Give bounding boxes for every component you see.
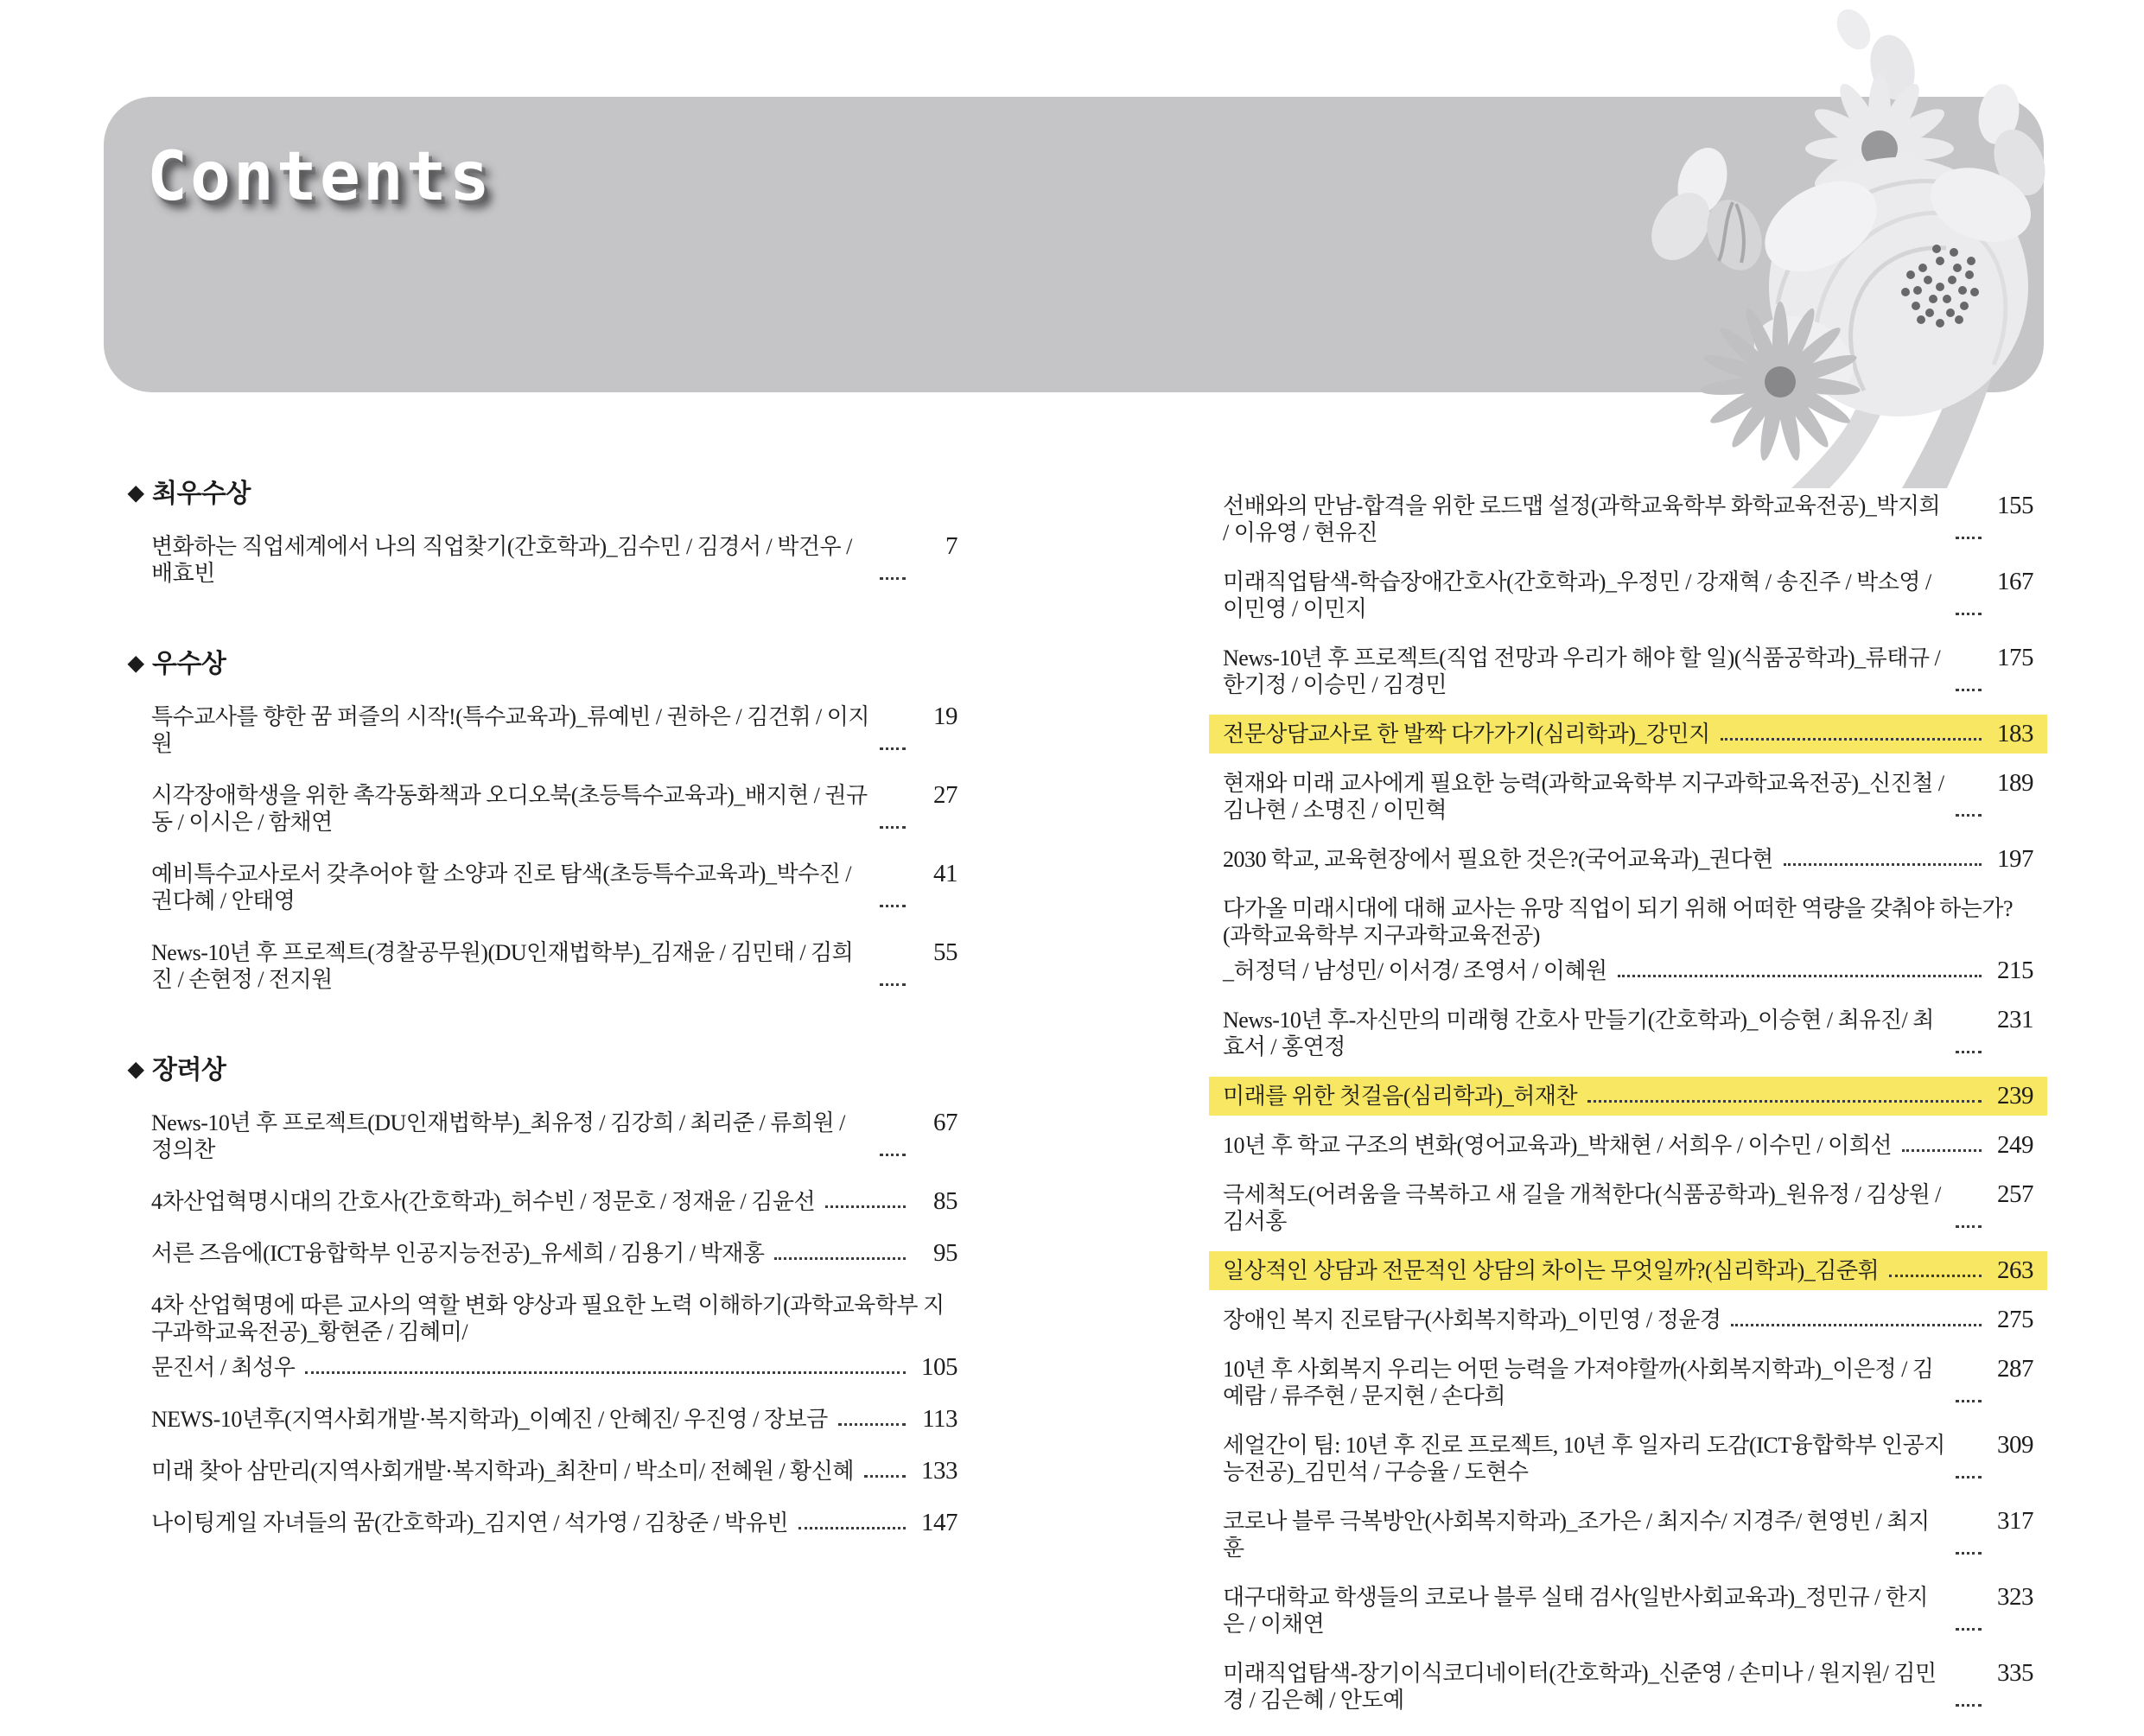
toc-left-column: [128, 480, 957, 1736]
toc-entry-line: [151, 1240, 957, 1267]
toc-entry-title: 미래를 위한 첫걸음(심리학과)_허재찬: [1223, 1084, 1578, 1109]
toc-entry-title: 특수교사를 향한 꿈 퍼즐의 시작!(특수교육과)_류예빈 / 권하은 / 김건휘 / 이지원: [151, 704, 870, 756]
page-number: 147: [921, 1509, 957, 1536]
toc-entry-line: [1223, 1083, 2033, 1110]
section-heading-label: 우수상: [151, 650, 226, 678]
toc-entry: [128, 1458, 957, 1485]
toc-entry-line: [151, 861, 957, 914]
toc-entry: [1223, 493, 2033, 546]
toc-entry: [128, 861, 957, 914]
page-number: 105: [921, 1353, 957, 1381]
page-number: 231: [1997, 1006, 2033, 1033]
toc-entry-line: [151, 1510, 957, 1536]
page-number: 175: [1997, 644, 2033, 671]
toc-entry-line: [1223, 1660, 2033, 1714]
dotted-leader: [838, 1423, 906, 1426]
page-number: 275: [1997, 1306, 2033, 1333]
toc-entry-line: [151, 1110, 957, 1163]
page-number: 239: [1997, 1082, 2033, 1110]
toc-entry-line: [1223, 1432, 2033, 1485]
page-number: 167: [1997, 568, 2033, 595]
toc-entry-line: [1223, 645, 2033, 698]
toc-entry: [1223, 770, 2033, 823]
dotted-leader: [1956, 1476, 1982, 1478]
dotted-leader: [1956, 1628, 1982, 1631]
toc-entry: [1223, 1307, 2033, 1333]
toc-entry: [128, 1188, 957, 1215]
toc-entry: [1223, 715, 2033, 754]
toc-entry-line: [1223, 770, 2033, 823]
dotted-leader: [1784, 863, 1982, 866]
toc-entry: [1223, 1132, 2033, 1159]
toc-entry-title: 4차산업혁명시대의 간호사(간호학과)_허수빈 / 정문호 / 정재윤 / 김윤선: [151, 1189, 816, 1214]
toc-entry-line: [1223, 1007, 2033, 1060]
page-number: 19: [933, 703, 957, 730]
toc-entry-title: _허정덕 / 남성민/ 이서경/ 조영서 / 이혜원: [1223, 958, 1607, 983]
page-number: 197: [1997, 845, 2033, 873]
dotted-leader: [880, 905, 906, 907]
dotted-leader: [880, 1154, 906, 1156]
toc-entry-line: [151, 939, 957, 993]
dotted-leader: [774, 1257, 906, 1260]
toc-entry-title: 장애인 복지 진로탐구(사회복지학과)_이민영 / 정윤경: [1223, 1307, 1721, 1332]
toc-entry: [1223, 1432, 2033, 1485]
dotted-leader: [1956, 689, 1982, 691]
dotted-leader: [1587, 1100, 1982, 1103]
page-number: 85: [933, 1187, 957, 1215]
page-number: 257: [1997, 1180, 2033, 1208]
toc-entry-title: 10년 후 사회복지 우리는 어떤 능력을 가져야할까(사회복지학과)_이은정 / 김예람 / 류주현 / 문지현 / 손다희: [1223, 1357, 1934, 1409]
toc-entry-line: [1223, 721, 2033, 747]
dotted-leader: [1956, 613, 1982, 615]
dotted-leader: [1956, 1704, 1982, 1707]
toc-entry: [128, 1510, 957, 1536]
dotted-leader: [305, 1371, 906, 1374]
section-heading-label: 장려상: [151, 1056, 226, 1084]
dotted-leader: [1956, 1225, 1982, 1228]
dotted-leader: [1956, 537, 1982, 539]
toc-entry-line: [151, 1188, 957, 1215]
dotted-leader: [880, 747, 906, 750]
toc-entry-title: News-10년 후 프로젝트(DU인재법학부)_최유정 / 김강희 / 최리준 / 류희원 / 정의찬: [151, 1110, 845, 1162]
toc-entry-line: [1223, 957, 2033, 984]
toc-entry-title: 예비특수교사로서 갖추어야 할 소양과 진로 탐색(초등특수교육과)_박수진 / 권다혜 / 안태영: [151, 862, 852, 913]
page-number: 309: [1997, 1431, 2033, 1459]
dotted-leader: [825, 1205, 906, 1208]
page-number: 55: [933, 938, 957, 966]
dotted-leader: [880, 577, 906, 580]
toc-entry-title: 코로나 블루 극복방안(사회복지학과)_조가은 / 최지수/ 지경주/ 현영빈 / 최지훈: [1223, 1509, 1930, 1561]
toc-entry-title: 10년 후 학교 구조의 변화(영어교육과)_박채현 / 서희우 / 이수민 / 이희선: [1223, 1133, 1893, 1158]
toc-entry-line: [1223, 1584, 2033, 1637]
toc-entry: [128, 1292, 957, 1381]
dotted-leader: [880, 983, 906, 986]
toc-entry-title: 세얼간이 팀: 10년 후 진로 프로젝트, 10년 후 일자리 도감(ICT융합학부 인공지능전공)_김민석 / 구승율 / 도현수: [1223, 1433, 1945, 1485]
toc-entry: [128, 1406, 957, 1433]
toc-entry-title: News-10년 후-자신만의 미래형 간호사 만들기(간호학과)_이승현 / 최유진/ 최효서 / 홍연정: [1223, 1008, 1934, 1059]
toc-entry-line: [1223, 846, 2033, 873]
dotted-leader: [1956, 1051, 1982, 1053]
toc-entry: [1223, 1584, 2033, 1637]
dotted-leader: [1889, 1275, 1982, 1277]
page-number: 41: [933, 860, 957, 887]
dotted-leader: [1618, 975, 1982, 977]
flower-decoration: [1594, 0, 2061, 488]
section-heading-label: 최우수상: [151, 480, 251, 508]
page-number: 67: [933, 1109, 957, 1136]
page-number: 287: [1997, 1355, 2033, 1383]
page-number: 335: [1997, 1659, 2033, 1687]
toc-entry-title: 변화하는 직업세계에서 나의 직업찾기(간호학과)_김수민 / 김경서 / 박건우 / 배효빈: [151, 534, 852, 586]
toc-entry: [1223, 895, 2033, 984]
toc-entry: [128, 939, 957, 993]
toc-entry: [1223, 569, 2033, 622]
toc-entry: [1223, 846, 2033, 873]
dotted-leader: [1956, 1552, 1982, 1555]
toc-entry-title: NEWS-10년후(지역사회개발·복지학과)_이예진 / 안혜진/ 우진영 / 장보금: [151, 1407, 828, 1432]
toc-entry-title: News-10년 후 프로젝트(경찰공무원)(DU인재법학부)_김재윤 / 김민태 / 김희진 / 손현정 / 전지원: [151, 940, 854, 992]
toc-entry-title: 미래 찾아 삼만리(지역사회개발·복지학과)_최찬미 / 박소미/ 전혜원 / 황신혜: [151, 1459, 855, 1484]
toc-entry-title: 대구대학교 학생들의 코로나 블루 실태 검사(일반사회교육과)_정민규 / 한지은 / 이채연: [1223, 1585, 1929, 1637]
toc-entry-title: News-10년 후 프로젝트(직업 전망과 우리가 해야 할 일)(식품공학과)_류태규 / 한기정 / 이승민 / 김경민: [1223, 645, 1941, 697]
diamond-icon: ◆: [128, 482, 143, 505]
page-number: 95: [933, 1239, 957, 1267]
toc-entry: [128, 782, 957, 836]
toc-entry-line: [1223, 1257, 2033, 1284]
toc-entry-line: [151, 703, 957, 757]
page-number: 215: [1997, 957, 2033, 984]
toc-entry-title-line1: 4차 산업혁명에 따른 교사의 역할 변화 양상과 필요한 노력 이해하기(과학교육학부 지구과학교육전공)_황현준 / 김혜미/: [151, 1293, 945, 1345]
dotted-leader: [1721, 738, 1982, 741]
toc-entry-line: [1223, 1307, 2033, 1333]
dotted-leader: [880, 826, 906, 829]
page-number: 133: [921, 1457, 957, 1485]
page-number: 113: [922, 1405, 957, 1433]
section-heading: [128, 480, 957, 507]
toc-entry: [128, 1240, 957, 1267]
toc-entry: [1223, 1251, 2033, 1290]
toc-entry-title: 시각장애학생을 위한 촉각동화책과 오디오북(초등특수교육과)_배지현 / 권규동 / 이시은 / 함채연: [151, 783, 868, 835]
toc-entry-line: [151, 533, 957, 587]
toc-entry: [1223, 1356, 2033, 1409]
toc-entry-title: 선배와의 만남-합격을 위한 로드맵 설정(과학교육학부 화학교육전공)_박지희 / 이유영 / 현유진: [1223, 493, 1941, 545]
toc-entry-title: 문진서 / 최성우: [151, 1355, 296, 1380]
toc-entry: [128, 703, 957, 757]
toc-entry: [1223, 1077, 2033, 1116]
toc-entry-line: [151, 1354, 957, 1381]
toc-entry-title: 2030 학교, 교육현장에서 필요한 것은?(국어교육과)_권다현: [1223, 847, 1773, 872]
toc-entry-line: [1223, 1132, 2033, 1159]
toc-entry: [1223, 1181, 2033, 1235]
toc-entry: [1223, 1660, 2033, 1714]
page-title: Contents: [147, 138, 493, 216]
toc-entry-title: 서른 즈음에(ICT융합학부 인공지능전공)_유세희 / 김용기 / 박재홍: [151, 1241, 765, 1266]
toc-entry: [1223, 645, 2033, 698]
toc-entry-title: 미래직업탐색-장기이식코디네이터(간호학과)_신준영 / 손미나 / 원지원/ 김민경 / 김은혜 / 안도예: [1223, 1661, 1937, 1713]
toc-entry-title: 전문상담교사로 한 발짝 다가가기(심리학과)_강민지: [1223, 722, 1710, 747]
page-number: 189: [1997, 769, 2033, 797]
toc-entry: [1223, 1508, 2033, 1561]
page-number: 323: [1997, 1583, 2033, 1611]
toc-entry-title: 나이팅게일 자녀들의 꿈(간호학과)_김지연 / 석가영 / 김창준 / 박유빈: [151, 1510, 789, 1536]
toc-entry-line: [1223, 569, 2033, 622]
toc-entry-line: [1223, 1508, 2033, 1561]
section-heading: [128, 651, 957, 677]
toc-entry-line: [1223, 493, 2033, 546]
page-number: 27: [933, 781, 957, 809]
toc-entry-title: 일상적인 상담과 전문적인 상담의 차이는 무엇일까?(심리학과)_김준휘: [1223, 1258, 1880, 1283]
dotted-leader: [798, 1527, 906, 1529]
dotted-leader: [1956, 1400, 1982, 1402]
page-number: 183: [1997, 720, 2033, 747]
page-number: 249: [1997, 1131, 2033, 1159]
page-number: 7: [945, 532, 957, 560]
diamond-icon: ◆: [128, 1059, 143, 1081]
toc-entry-title-line1: 다가올 미래시대에 대해 교사는 유망 직업이 되기 위해 어떠한 역량을 갖춰야 하는가?(과학교육학부 지구과학교육전공): [1223, 896, 2013, 948]
toc-entry-line: [1223, 1181, 2033, 1235]
section-heading: [128, 1057, 957, 1084]
toc-entry: [128, 1110, 957, 1163]
toc-entry: [1223, 1007, 2033, 1060]
toc-entry-line: [151, 782, 957, 836]
toc-entry-title: 미래직업탐색-학습장애간호사(간호학과)_우정민 / 강재혁 / 송진주 / 박소영 / 이민영 / 이민지: [1223, 569, 1931, 621]
dotted-leader: [1956, 814, 1982, 817]
toc-entry-title: 현재와 미래 교사에게 필요한 능력(과학교육학부 지구과학교육전공)_신진철 / 김나현 / 소명진 / 이민혁: [1223, 771, 1944, 823]
page-number: 155: [1997, 492, 2033, 519]
toc-entry-line: [151, 1406, 957, 1433]
toc-right-column: [1223, 480, 2033, 1736]
toc-entry-title: 극세척도(어려움을 극복하고 새 길을 개척한다(식품공학과)_원유정 / 김상원 / 김서홍: [1223, 1182, 1941, 1234]
diamond-icon: ◆: [128, 652, 143, 675]
toc-entry-line: [1223, 1356, 2033, 1409]
dotted-leader: [1902, 1149, 1982, 1152]
page-number: 263: [1997, 1256, 2033, 1284]
dotted-leader: [1731, 1324, 1982, 1326]
table-of-contents: [128, 480, 2033, 1736]
page-number: 317: [1997, 1507, 2033, 1535]
toc-entry: [128, 533, 957, 587]
dotted-leader: [864, 1475, 906, 1478]
toc-entry-line: [151, 1458, 957, 1485]
